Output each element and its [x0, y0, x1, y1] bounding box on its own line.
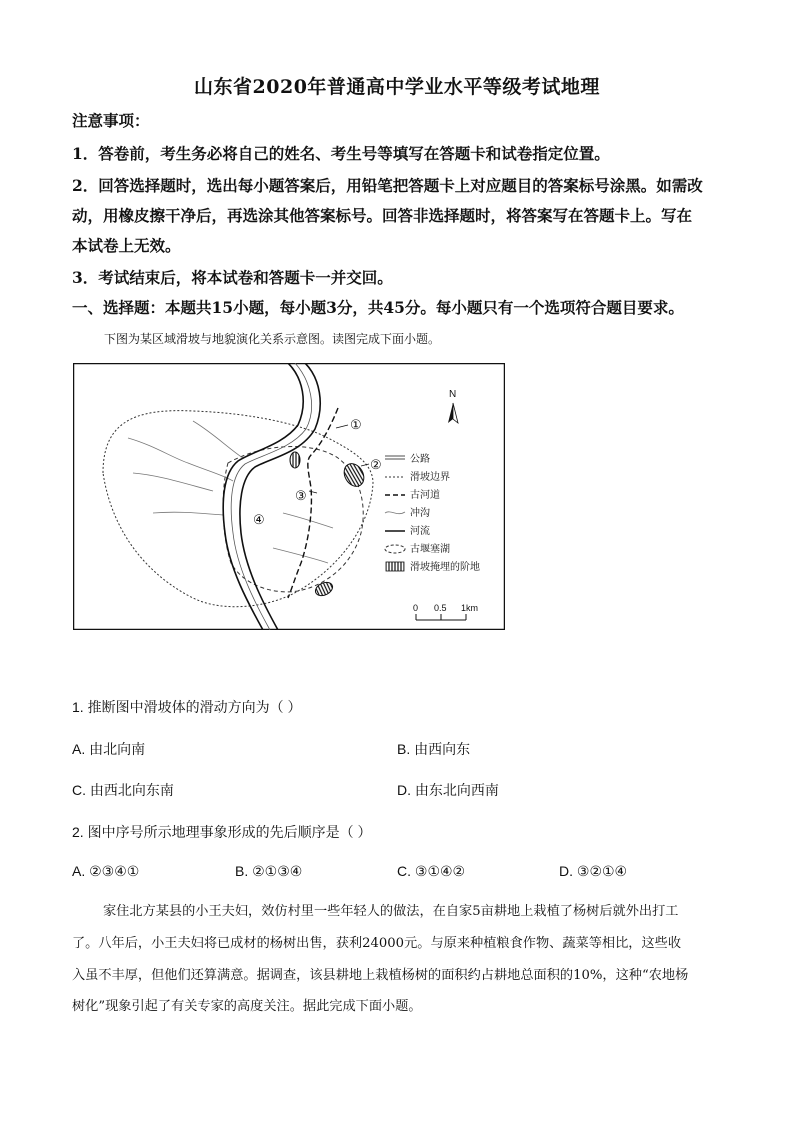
- question-2-option-a[interactable]: A. ②③④①: [72, 863, 140, 879]
- scale-label-1km: 1km: [461, 603, 479, 613]
- passage-line-3: 入虽不丰厚，但他们还算满意。据调查，该县耕地上栽植杨树的面积约占耕地总面积的10%，这种“农地杨: [72, 968, 689, 983]
- passage-line-4: 树化”现象引起了有关专家的高度关注。据此完成下面小题。: [72, 999, 422, 1014]
- legend-gully: 冲沟: [410, 508, 430, 519]
- scale-label-0: 0: [413, 603, 419, 613]
- notice-item-2-line-2: 动，用橡皮擦干净后，再选涂其他答案标号。回答非选择题时，将答案写在答题卡上。写在: [72, 206, 693, 225]
- legend-landslide-boundary: 滑坡边界: [410, 472, 450, 483]
- map-intro: 下图为某区域滑坡与地貌演化关系示意图。读图完成下面小题。: [104, 332, 441, 346]
- scale-label-half: 0.5: [434, 603, 447, 613]
- notice-item-2-line-1: 2．回答选择题时，选出每小题答案后，用铅笔把答题卡上对应题目的答案标号涂黑。如需改: [72, 176, 703, 195]
- notice-item-1: 1．答卷前，考生务必将自己的姓名、考生号等填写在答题卡和试卷指定位置。: [72, 144, 610, 163]
- legend-buried-terrace: 滑坡掩埋的阶地: [410, 562, 480, 573]
- legend-road: 公路: [410, 454, 430, 465]
- passage-line-1: 家住北方某县的小王夫妇，效仿村里一些年轻人的做法，在自家5亩耕地上栽植了杨树后就外出打工: [103, 904, 679, 919]
- question-1-option-c[interactable]: C. 由西北向东南: [72, 782, 174, 798]
- exam-title: 山东省2020年普通高中学业水平等级考试地理: [194, 76, 600, 98]
- marker-1: ①: [350, 418, 362, 433]
- question-2-option-b[interactable]: B. ②①③④: [235, 863, 303, 879]
- question-1-option-d[interactable]: D. 由东北向西南: [397, 782, 499, 798]
- marker-3: ③: [295, 489, 307, 504]
- landslide-map: [73, 363, 505, 630]
- section-heading: 一、选择题：本题共15小题，每小题3分，共45分。每小题只有一个选项符合题目要求。: [72, 298, 684, 317]
- north-label: N: [449, 389, 457, 400]
- marker-4: ④: [253, 513, 265, 528]
- passage-line-2: 了。八年后，小王夫妇将已成材的杨树出售，获利24000元。与原来种植粮食作物、蔬菜等相比，这些收: [72, 936, 682, 951]
- legend-ancient-channel: 古河道: [410, 490, 440, 501]
- question-1-option-a[interactable]: A. 由北向南: [72, 741, 146, 757]
- question-2-option-c[interactable]: C. ③①④②: [397, 863, 466, 879]
- notice-item-3: 3．考试结束后，将本试卷和答题卡一并交回。: [72, 268, 393, 287]
- question-2-stem: 2. 图中序号所示地理事象形成的先后顺序是（ ）: [72, 824, 372, 840]
- legend-dammed-lake: 古堰塞湖: [410, 544, 450, 555]
- question-1-option-b[interactable]: B. 由西向东: [397, 741, 471, 757]
- marker-2: ②: [370, 458, 382, 473]
- buried-terrace-1: [290, 452, 300, 468]
- question-1-stem: 1. 推断图中滑坡体的滑动方向为（ ）: [72, 699, 302, 715]
- notice-heading: 注意事项：: [72, 111, 150, 130]
- question-2-option-d[interactable]: D. ③②①④: [559, 863, 628, 879]
- notice-item-2-line-3: 本试卷上无效。: [72, 236, 181, 255]
- legend-river: 河流: [410, 526, 430, 537]
